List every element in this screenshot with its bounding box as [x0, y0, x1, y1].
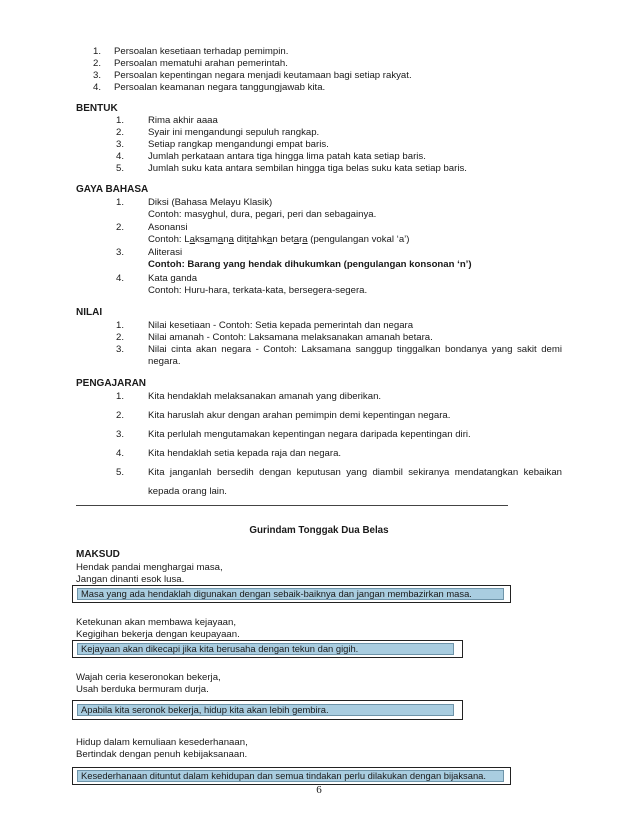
stanza-line: Jangan dinanti esok lusa. — [76, 574, 185, 585]
list-item: Jumlah perkataan antara tiga hingga lima patah kata setiap baris. — [148, 151, 426, 162]
page-number: 6 — [316, 784, 322, 796]
meaning-box — [72, 640, 463, 658]
list-item: Persoalan keamanan negara tanggungjawab kita. — [114, 82, 326, 93]
list-number: 4. — [116, 151, 125, 162]
list-item: Kita hendaklah setia kepada raja dan negara. — [148, 448, 342, 459]
list-number: 1. — [116, 197, 125, 208]
list-item: Kita haruslah akur dengan arahan pemimpin demi kepentingan negara. — [148, 410, 451, 421]
example-text: Contoh: Barang yang hendak dihukumkan (pengulangan konsonan ‘n’) — [148, 259, 472, 270]
list-number: 3. — [116, 344, 125, 355]
meaning-text: Kejayaan akan dikecapi jika kita berusaha dengan tekun dan gigih. — [77, 643, 454, 655]
list-item: Nilai cinta akan negara - Contoh: Laksamana sanggup tinggalkan bondanya yang sakit demi — [148, 344, 562, 355]
list-item: Diksi (Bahasa Melayu Klasik) — [148, 197, 273, 208]
meaning-text: Apabila kita seronok bekerja, hidup kita akan lebih gembira. — [77, 704, 454, 716]
meaning-text: Masa yang ada hendaklah digunakan dengan sebaik-baiknya dan jangan membazirkan masa. — [77, 588, 504, 600]
example-text: Contoh: masyghul, dura, pegari, peri dan sebagainya. — [148, 209, 377, 220]
list-number: 3. — [116, 247, 125, 258]
list-number: 2. — [116, 410, 125, 421]
list-item: Persoalan kepentingan negara menjadi keutamaan bagi setiap rakyat. — [114, 70, 412, 81]
list-item: Persoalan kesetiaan terhadap pemimpin. — [114, 46, 289, 57]
list-item: Kata ganda — [148, 273, 198, 284]
list-item-continued: negara. — [148, 356, 181, 367]
list-number: 4. — [93, 82, 102, 93]
list-item: Setiap rangkap mengandungi empat baris. — [148, 139, 329, 150]
list-item: Kita perlulah mengutamakan kepentingan negara daripada kepentingan diri. — [148, 429, 471, 440]
section-title: Gurindam Tonggak Dua Belas — [249, 525, 389, 536]
example-text-asonansi: Contoh: Laksamana dititahkan betara (pengulangan vokal ‘a’) — [148, 234, 410, 245]
stanza-line: Usah berduka bermuram durja. — [76, 684, 209, 695]
list-item: Asonansi — [148, 222, 188, 233]
list-number: 1. — [116, 115, 125, 126]
section-divider — [76, 505, 508, 506]
section-heading-pengajaran: PENGAJARAN — [76, 378, 147, 389]
stanza-line: Ketekunan akan membawa kejayaan, — [76, 617, 236, 628]
list-number: 3. — [93, 70, 102, 81]
list-item: Aliterasi — [148, 247, 183, 258]
list-item: Syair ini mengandungi sepuluh rangkap. — [148, 127, 320, 138]
list-number: 5. — [116, 163, 125, 174]
list-item: Kita hendaklah melaksanakan amanah yang diberikan. — [148, 391, 382, 402]
stanza-line: Wajah ceria keseronokan bekerja, — [76, 672, 221, 683]
list-number: 4. — [116, 273, 125, 284]
list-item-continued: kepada orang lain. — [148, 486, 227, 497]
list-number: 2. — [116, 127, 125, 138]
list-item: Jumlah suku kata antara sembilan hingga tiga belas suku kata setiap baris. — [148, 163, 467, 174]
section-heading-gaya-bahasa: GAYA BAHASA — [76, 184, 149, 195]
section-heading-maksud: MAKSUD — [76, 549, 120, 560]
list-item: Persoalan mematuhi arahan pemerintah. — [114, 58, 288, 69]
list-number: 2. — [116, 222, 125, 233]
meaning-box — [72, 585, 511, 603]
list-number: 2. — [93, 58, 102, 69]
section-heading-bentuk: BENTUK — [76, 103, 118, 114]
list-number: 5. — [116, 467, 125, 478]
list-number: 3. — [116, 429, 125, 440]
list-number: 1. — [93, 46, 102, 57]
section-heading-nilai: NILAI — [76, 307, 103, 318]
stanza-line: Hendak pandai menghargai masa, — [76, 562, 223, 573]
stanza-line: Bertindak dengan penuh kebijaksanaan. — [76, 749, 248, 760]
list-item: Nilai kesetiaan - Contoh: Setia kepada pemerintah dan negara — [148, 320, 414, 331]
example-text: Contoh: Huru-hara, terkata-kata, bersegera-segera. — [148, 285, 368, 296]
meaning-box — [72, 767, 511, 785]
list-item: Kita janganlah bersedih dengan keputusan yang diambil sekiranya mendatangkan kebaikan — [148, 467, 562, 478]
list-number: 4. — [116, 448, 125, 459]
stanza-line: Hidup dalam kemuliaan kesederhanaan, — [76, 737, 248, 748]
list-item: Nilai amanah - Contoh: Laksamana melaksanakan amanah betara. — [148, 332, 433, 343]
stanza-line: Kegigihan bekerja dengan keupayaan. — [76, 629, 240, 640]
list-number: 1. — [116, 391, 125, 402]
list-number: 1. — [116, 320, 125, 331]
meaning-text: Kesederhanaan dituntut dalam kehidupan dan semua tindakan perlu dilakukan dengan bijaksana. — [77, 770, 504, 782]
meaning-box — [72, 700, 463, 720]
list-number: 2. — [116, 332, 125, 343]
list-number: 3. — [116, 139, 125, 150]
list-item: Rima akhir aaaa — [148, 115, 218, 126]
